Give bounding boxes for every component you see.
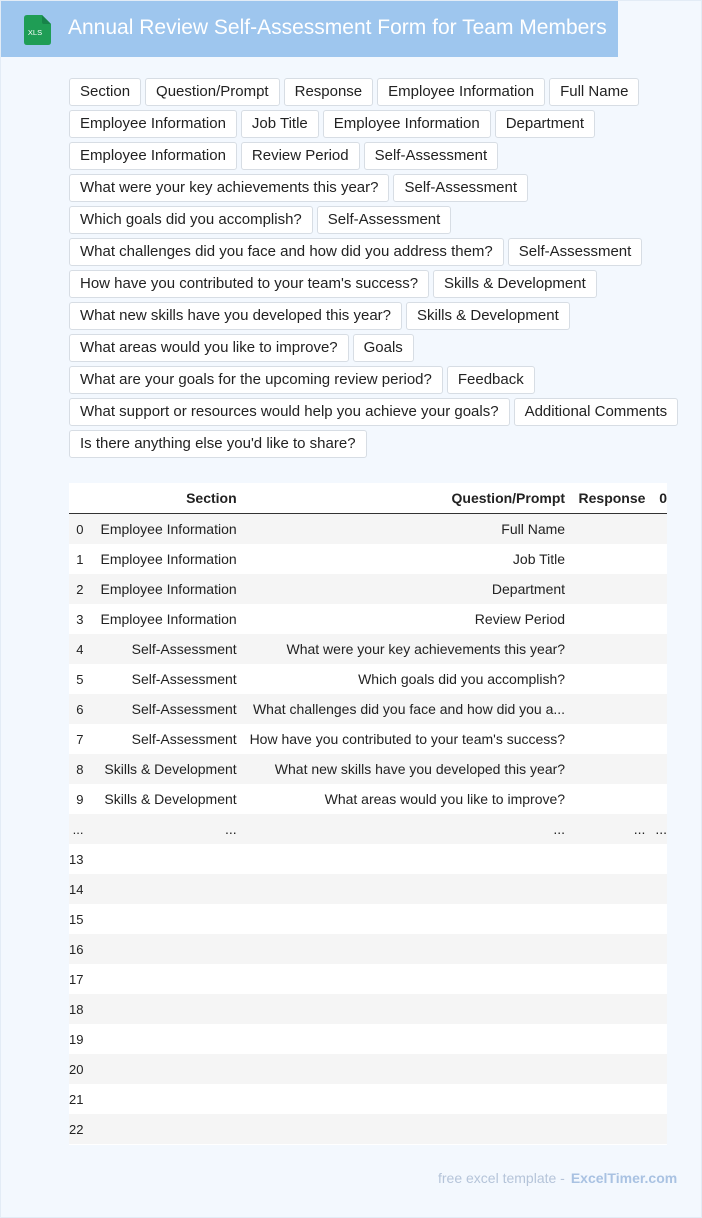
cell-section: Skills & Development xyxy=(104,761,237,777)
field-chip[interactable]: What challenges did you face and how did you address them? xyxy=(69,238,504,266)
row-index: 21 xyxy=(69,1091,84,1107)
column-header-section: Section xyxy=(83,483,236,514)
field-chip[interactable]: Employee Information xyxy=(323,110,491,138)
row-index: 19 xyxy=(69,1031,84,1047)
row-index: 3 xyxy=(76,611,84,627)
field-chip[interactable]: Self-Assessment xyxy=(393,174,528,202)
cell-question: What challenges did you face and how did you a... xyxy=(252,701,566,717)
cell-response xyxy=(565,694,645,724)
data-table xyxy=(69,483,667,1144)
row-index: 7 xyxy=(76,731,84,747)
cell-zero: ... xyxy=(655,821,667,837)
cell-section: ... xyxy=(225,821,237,837)
row-index: 18 xyxy=(69,1001,84,1017)
cell-question: Review Period xyxy=(474,611,566,627)
cell-section xyxy=(83,844,236,874)
field-chip[interactable]: What new skills have you developed this year? xyxy=(69,302,402,330)
cell-response: ... xyxy=(633,821,646,837)
field-chip[interactable]: Feedback xyxy=(447,366,535,394)
field-chip[interactable]: Is there anything else you'd like to share? xyxy=(69,430,367,458)
cell-zero xyxy=(645,1024,667,1054)
cell-question xyxy=(237,964,565,994)
footer-credit xyxy=(438,1170,677,1186)
cell-response xyxy=(565,934,645,964)
cell-response xyxy=(565,754,645,784)
table-row xyxy=(69,1054,667,1084)
cell-zero xyxy=(645,1114,667,1144)
cell-zero xyxy=(645,724,667,754)
cell-zero xyxy=(645,994,667,1024)
row-index: 4 xyxy=(76,641,84,657)
row-index: 8 xyxy=(76,761,84,777)
column-header-index xyxy=(69,483,83,514)
cell-zero xyxy=(645,784,667,814)
field-chip[interactable]: Goals xyxy=(353,334,414,362)
table-row xyxy=(69,994,667,1024)
field-chip[interactable]: Job Title xyxy=(241,110,319,138)
cell-section: Self-Assessment xyxy=(131,701,237,717)
page-title: Annual Review Self-Assessment Form for Team Members xyxy=(68,16,607,39)
row-index: 2 xyxy=(76,581,84,597)
table-row xyxy=(69,784,667,814)
cell-zero xyxy=(645,1054,667,1084)
cell-section: Self-Assessment xyxy=(131,731,237,747)
cell-response xyxy=(565,904,645,934)
cell-response xyxy=(565,1054,645,1084)
cell-question: Which goals did you accomplish? xyxy=(358,671,566,687)
cell-question: Full Name xyxy=(501,521,566,537)
cell-question xyxy=(237,904,565,934)
cell-question xyxy=(237,934,565,964)
field-chip[interactable]: How have you contributed to your team's success? xyxy=(69,270,429,298)
cell-section: Skills & Development xyxy=(104,791,237,807)
field-chip[interactable]: What are your goals for the upcoming review period? xyxy=(69,366,443,394)
cell-zero xyxy=(645,754,667,784)
field-chip[interactable]: Self-Assessment xyxy=(508,238,643,266)
cell-zero xyxy=(645,1084,667,1114)
cell-question: Job Title xyxy=(512,551,566,567)
table-row xyxy=(69,1024,667,1054)
row-index: 20 xyxy=(69,1061,84,1077)
row-index: 0 xyxy=(76,521,84,537)
excel-file-icon xyxy=(23,15,51,45)
cell-question xyxy=(237,1054,565,1084)
cell-question xyxy=(237,1114,565,1144)
field-chip[interactable]: Self-Assessment xyxy=(364,142,499,170)
cell-response xyxy=(565,664,645,694)
cell-zero xyxy=(645,634,667,664)
cell-question xyxy=(237,994,565,1024)
cell-zero xyxy=(645,694,667,724)
column-header-response: Response xyxy=(565,483,645,514)
cell-zero xyxy=(645,544,667,574)
cell-response xyxy=(565,994,645,1024)
cell-section xyxy=(83,874,236,904)
field-chip[interactable]: What support or resources would help you achieve your goals? xyxy=(69,398,510,426)
field-chip[interactable]: Which goals did you accomplish? xyxy=(69,206,313,234)
cell-section: Employee Information xyxy=(100,611,237,627)
field-chip[interactable]: What areas would you like to improve? xyxy=(69,334,349,362)
table-row xyxy=(69,814,667,844)
cell-section xyxy=(83,994,236,1024)
row-index: 9 xyxy=(76,791,84,807)
cell-question xyxy=(237,1024,565,1054)
cell-response xyxy=(565,1084,645,1114)
field-chip[interactable]: Full Name xyxy=(549,78,639,106)
cell-section: Self-Assessment xyxy=(131,641,237,657)
table-row xyxy=(69,694,667,724)
field-chip[interactable]: Employee Information xyxy=(69,142,237,170)
cell-zero xyxy=(645,874,667,904)
table-row xyxy=(69,574,667,604)
column-header-zero: 0 xyxy=(645,483,667,514)
cell-question: How have you contributed to your team's success? xyxy=(249,731,566,747)
cell-section xyxy=(83,964,236,994)
cell-zero xyxy=(645,604,667,634)
field-chip[interactable]: Employee Information xyxy=(69,110,237,138)
excel-icon-label: XLS xyxy=(27,28,43,37)
field-chip[interactable]: Skills & Development xyxy=(406,302,570,330)
cell-question: ... xyxy=(553,821,566,837)
row-index: ... xyxy=(72,821,84,837)
field-chip[interactable]: Additional Comments xyxy=(514,398,679,426)
data-table-container xyxy=(69,483,667,1145)
row-index: 15 xyxy=(69,911,84,927)
cell-response xyxy=(565,964,645,994)
cell-response xyxy=(565,784,645,814)
field-chip[interactable]: Section xyxy=(69,78,141,106)
cell-question: What new skills have you developed this year? xyxy=(274,761,566,777)
table-row xyxy=(69,544,667,574)
cell-response xyxy=(565,604,645,634)
table-row xyxy=(69,874,667,904)
cell-zero xyxy=(645,964,667,994)
field-chip[interactable]: Review Period xyxy=(241,142,360,170)
cell-response xyxy=(565,724,645,754)
table-row xyxy=(69,634,667,664)
cell-question xyxy=(237,1084,565,1114)
field-chip[interactable]: Response xyxy=(284,78,374,106)
table-row xyxy=(69,754,667,784)
cell-response xyxy=(565,574,645,604)
field-chip[interactable]: What were your key achievements this year? xyxy=(69,174,389,202)
table-row xyxy=(69,514,667,545)
cell-zero xyxy=(645,904,667,934)
cell-section xyxy=(83,934,236,964)
table-row xyxy=(69,1084,667,1114)
cell-zero xyxy=(645,664,667,694)
field-chip-list xyxy=(69,78,681,458)
table-row xyxy=(69,664,667,694)
cell-question xyxy=(237,844,565,874)
cell-section xyxy=(83,1084,236,1114)
cell-response xyxy=(565,634,645,664)
field-chip[interactable]: Skills & Development xyxy=(433,270,597,298)
title-bar xyxy=(1,1,618,57)
cell-response xyxy=(565,514,645,545)
row-index: 5 xyxy=(76,671,84,687)
row-index: 6 xyxy=(76,701,84,717)
row-index: 17 xyxy=(69,971,84,987)
cell-zero xyxy=(645,574,667,604)
cell-question: What areas would you like to improve? xyxy=(324,791,566,807)
row-index: 13 xyxy=(69,851,84,867)
table-row xyxy=(69,604,667,634)
cell-zero xyxy=(645,844,667,874)
table-row xyxy=(69,1114,667,1144)
cell-section xyxy=(83,904,236,934)
cell-question: What were your key achievements this year? xyxy=(286,641,566,657)
cell-response xyxy=(565,544,645,574)
cell-section xyxy=(83,1024,236,1054)
cell-section: Employee Information xyxy=(100,521,237,537)
cell-response xyxy=(565,874,645,904)
row-index: 22 xyxy=(69,1121,84,1137)
table-row xyxy=(69,904,667,934)
cell-section: Employee Information xyxy=(100,581,237,597)
field-chip[interactable]: Employee Information xyxy=(377,78,545,106)
row-index: 1 xyxy=(76,551,84,567)
cell-section: Self-Assessment xyxy=(131,671,237,687)
cell-question: Department xyxy=(491,581,566,597)
cell-section xyxy=(83,1054,236,1084)
cell-zero xyxy=(645,934,667,964)
table-row xyxy=(69,844,667,874)
row-index: 14 xyxy=(69,881,84,897)
table-row xyxy=(69,964,667,994)
cell-response xyxy=(565,844,645,874)
field-chip[interactable]: Self-Assessment xyxy=(317,206,452,234)
footer-prefix: free excel template - xyxy=(438,1170,565,1186)
column-header-question: Question/Prompt xyxy=(237,483,565,514)
field-chip[interactable]: Question/Prompt xyxy=(145,78,280,106)
cell-zero xyxy=(645,514,667,545)
footer-brand-link[interactable]: ExcelTimer.com xyxy=(570,1170,678,1186)
cell-section: Employee Information xyxy=(100,551,237,567)
field-chip[interactable]: Department xyxy=(495,110,595,138)
cell-question xyxy=(237,874,565,904)
row-index: 16 xyxy=(69,941,84,957)
table-body xyxy=(69,514,667,1145)
cell-response xyxy=(565,1114,645,1144)
table-row xyxy=(69,934,667,964)
table-header-row xyxy=(69,483,667,514)
cell-section xyxy=(83,1114,236,1144)
table-row xyxy=(69,724,667,754)
cell-response xyxy=(565,1024,645,1054)
